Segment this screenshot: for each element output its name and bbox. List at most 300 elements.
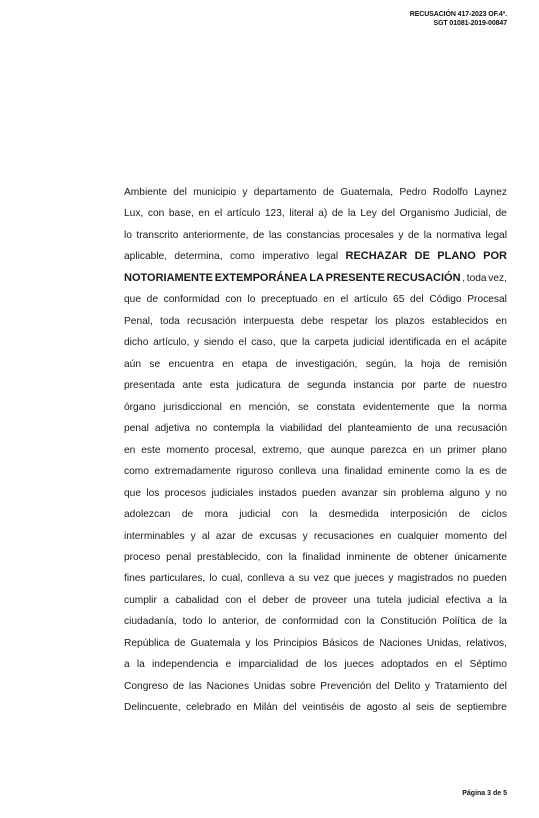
word: plazos <box>395 315 425 327</box>
word: jueces <box>354 573 385 585</box>
word: Unidas <box>253 680 286 692</box>
word: momento <box>444 530 488 542</box>
word: con <box>266 551 283 563</box>
word: de <box>417 423 429 435</box>
word: norma <box>477 401 507 413</box>
word: tutela <box>376 594 402 606</box>
word: Rodolfo <box>432 187 468 198</box>
word: la <box>309 509 318 521</box>
word: interpuesta <box>243 315 294 327</box>
word: parezca <box>370 444 407 456</box>
word: procesal, <box>214 444 257 456</box>
word: del <box>375 680 390 692</box>
word: Laynez <box>474 187 507 198</box>
text-line <box>124 397 507 418</box>
word: , <box>462 272 466 284</box>
word: que <box>124 487 141 499</box>
word: a) <box>318 208 328 220</box>
page-number: Página 3 de 5 <box>462 790 507 797</box>
word: vez <box>313 573 330 585</box>
word: y <box>245 637 251 649</box>
word: deber <box>262 594 289 606</box>
word: vez, <box>488 272 507 284</box>
word: municipio <box>193 187 237 198</box>
word: Naciones <box>379 637 422 649</box>
word: constancias <box>286 229 341 241</box>
bold-word: PLANO <box>437 250 476 263</box>
word: judicial <box>239 509 271 521</box>
word: es <box>479 466 490 478</box>
word: establecidos <box>431 315 489 327</box>
word: departamento <box>253 187 317 198</box>
word: el <box>248 594 256 606</box>
word: conlleva <box>278 466 317 478</box>
word: penal <box>166 551 192 563</box>
word: momento <box>166 444 209 456</box>
word: los <box>375 315 389 327</box>
text-line <box>124 375 507 396</box>
word: 65 <box>393 294 405 306</box>
word: del <box>381 208 396 220</box>
word: la <box>462 401 471 413</box>
word: procesales <box>344 229 394 241</box>
word: normativa <box>436 229 481 241</box>
word: artículo <box>353 294 388 306</box>
word: las <box>188 680 202 692</box>
word: Unidas, <box>426 637 462 649</box>
word: plano <box>482 444 507 456</box>
word: aplicable, <box>124 251 168 263</box>
word: artículo, <box>153 337 190 349</box>
word: jueces <box>344 659 374 671</box>
word: mención, <box>248 401 291 413</box>
word: del <box>493 530 507 542</box>
word: de <box>396 551 408 563</box>
word: agosto <box>366 702 398 714</box>
word: viabilidad <box>279 423 323 435</box>
bold-word: LA <box>309 271 324 284</box>
word: de <box>363 637 375 649</box>
word: Ley <box>360 208 377 220</box>
word: el <box>461 337 470 349</box>
bold-word: PRESENTE <box>325 271 385 284</box>
word: de <box>252 229 265 241</box>
word: celebrado <box>186 702 231 714</box>
bold-word: DE <box>414 250 430 263</box>
word: en <box>222 358 234 370</box>
word: identificada <box>389 337 441 349</box>
word: República <box>124 637 170 649</box>
word: cual, <box>221 573 244 585</box>
document-body <box>124 182 507 719</box>
word: a <box>163 594 169 606</box>
word: del <box>493 680 507 692</box>
word: particulares, <box>149 573 206 585</box>
text-line <box>124 440 507 461</box>
word: las <box>268 229 282 241</box>
word: pueden <box>472 573 507 585</box>
word: instancia <box>353 380 394 392</box>
word: interminables <box>124 530 185 542</box>
word: la <box>499 616 507 628</box>
word: en <box>198 208 210 220</box>
word: contempla <box>213 423 261 435</box>
word: avanzar <box>341 487 378 499</box>
word: con <box>225 594 242 606</box>
text-line <box>124 568 507 589</box>
word: los <box>146 487 160 499</box>
word: se <box>149 358 161 370</box>
word: se <box>297 401 309 413</box>
word: de <box>495 466 507 478</box>
word: problema <box>401 487 444 499</box>
word: según, <box>365 358 397 370</box>
word: lo <box>208 616 217 628</box>
word: la <box>465 466 474 478</box>
word: azar <box>215 530 236 542</box>
word: la <box>499 594 507 606</box>
word: la <box>404 358 413 370</box>
word: ciudadanía, <box>124 616 177 628</box>
word: esta <box>209 380 230 392</box>
text-line <box>124 354 507 375</box>
text-line <box>124 289 507 310</box>
word: caso, <box>251 337 276 349</box>
word: del <box>410 294 424 306</box>
word: la <box>136 659 145 671</box>
word: en <box>236 702 248 714</box>
word: el <box>454 659 463 671</box>
word: con <box>344 616 361 628</box>
word: el <box>214 208 223 220</box>
word: del <box>328 423 342 435</box>
word: de <box>275 358 288 370</box>
word: de <box>448 358 461 370</box>
word: de <box>288 380 300 392</box>
word: los <box>324 659 338 671</box>
word: desmedida <box>328 509 379 521</box>
word: proveer <box>312 594 347 606</box>
text-line <box>124 633 507 654</box>
word: planteamiento <box>347 423 412 435</box>
word: su <box>298 573 310 585</box>
word: en <box>323 294 335 306</box>
word: y <box>302 530 308 542</box>
word: constata <box>316 401 356 413</box>
text-line <box>124 547 507 568</box>
word: que <box>124 294 141 306</box>
word: Constitución <box>380 616 437 628</box>
word: Código <box>429 294 462 306</box>
word: de <box>241 530 254 542</box>
word: con <box>147 208 165 220</box>
word: y <box>398 229 404 241</box>
word: Delito <box>394 680 421 692</box>
word: la <box>347 208 356 220</box>
word: toda <box>160 315 180 327</box>
text-line <box>124 225 507 246</box>
word: extremadamente <box>154 466 231 478</box>
word: finalidad <box>302 551 341 563</box>
word: al <box>402 702 411 714</box>
word: adjetiva <box>154 423 190 435</box>
word: e <box>225 659 232 671</box>
word: recusaciones <box>313 530 374 542</box>
word: la <box>301 337 310 349</box>
word: de <box>458 509 471 521</box>
word: de <box>181 509 194 521</box>
word: Séptimo <box>469 659 507 671</box>
word: de <box>264 616 277 628</box>
word: como <box>435 466 461 478</box>
text-line <box>124 697 507 718</box>
word: Judicial, <box>454 208 491 220</box>
word: de <box>331 208 344 220</box>
word: que <box>307 444 325 456</box>
word: remisión <box>468 358 507 370</box>
word: independencia <box>152 659 219 671</box>
word: evidentemente <box>362 401 430 413</box>
word: en <box>495 315 507 327</box>
word: una <box>321 466 339 478</box>
word: Tratamiento <box>434 680 489 692</box>
word: los <box>255 637 269 649</box>
word: en <box>124 444 136 456</box>
word: Lux, <box>124 208 144 220</box>
word: y <box>485 487 491 499</box>
case-file-number: SGT 01081-2019-00847 <box>433 20 507 27</box>
word: como <box>124 466 149 478</box>
word: judicial <box>407 594 440 606</box>
word: este <box>141 444 161 456</box>
word: extremo, <box>262 444 302 456</box>
word: del <box>173 187 187 198</box>
word: riguroso <box>236 466 274 478</box>
word: Pedro <box>399 187 427 198</box>
word: en <box>435 659 448 671</box>
word: en <box>412 444 425 456</box>
word: Guatemala, <box>340 187 394 198</box>
word: con <box>225 294 242 306</box>
word: el <box>238 337 247 349</box>
word: una <box>353 594 371 606</box>
word: excusas <box>259 530 297 542</box>
word: de <box>439 702 451 714</box>
word: transcrito <box>136 229 179 241</box>
bold-word: EXTEMPORÁNEA <box>214 271 308 284</box>
word: alguno <box>449 487 480 499</box>
word: obtener <box>413 551 449 563</box>
word: literal <box>289 208 314 220</box>
word: por <box>401 380 416 392</box>
text-line <box>124 182 507 203</box>
word: Milán <box>253 702 278 714</box>
word: la <box>288 551 297 563</box>
word: 123, <box>264 208 285 220</box>
word: seis <box>415 702 435 714</box>
word: y <box>388 573 394 585</box>
word: únicamente <box>454 551 507 563</box>
word: fines <box>124 573 146 585</box>
word: Guatemala <box>190 637 241 649</box>
word: Prevención <box>320 680 372 692</box>
word: dicho <box>124 337 149 349</box>
word: que <box>333 573 351 585</box>
text-line <box>124 203 507 224</box>
word: del <box>283 702 297 714</box>
word: legal <box>485 229 507 241</box>
word: aún <box>124 358 141 370</box>
word: de <box>495 208 507 220</box>
word: a <box>486 594 493 606</box>
word: ante <box>182 380 203 392</box>
word: judicatura <box>236 380 281 392</box>
text-line <box>124 461 507 482</box>
word: en <box>229 401 241 413</box>
word: determina, <box>174 251 223 263</box>
word: y <box>194 337 200 349</box>
text-line <box>124 311 507 332</box>
word: adoptados <box>381 659 429 671</box>
word: base, <box>168 208 194 220</box>
word: septiembre <box>456 702 507 714</box>
word: segunda <box>306 380 347 392</box>
word: que <box>280 337 298 349</box>
word: adolezcan <box>124 509 171 521</box>
word: Principios <box>273 637 318 649</box>
word: hoja <box>421 358 441 370</box>
word: primer <box>447 444 477 456</box>
word: de <box>322 187 335 198</box>
text-line <box>124 483 507 504</box>
word: conlleva <box>247 573 285 585</box>
word: Política <box>442 616 476 628</box>
word: no <box>457 573 469 585</box>
word: con <box>281 509 299 521</box>
word: Organismo <box>399 208 450 220</box>
word: respetar <box>330 315 368 327</box>
word: judicial <box>353 337 385 349</box>
word: sobre <box>290 680 316 692</box>
text-line <box>124 654 507 675</box>
word: de <box>146 294 158 306</box>
text-line <box>124 590 507 611</box>
word: de <box>294 594 307 606</box>
word: procesos <box>164 487 207 499</box>
word: toda <box>466 272 487 284</box>
word: Delincuente, <box>124 702 181 714</box>
word: relativos, <box>466 637 507 649</box>
word: recusación <box>457 423 507 435</box>
word: Penal, <box>124 315 153 327</box>
word: finalidad <box>344 466 383 478</box>
word: Básicos <box>322 637 359 649</box>
word: lo <box>247 294 256 306</box>
word: aunque <box>330 444 365 456</box>
word: debe <box>300 315 324 327</box>
word: carpeta <box>314 337 349 349</box>
word: recusación <box>186 315 237 327</box>
word: magistrados <box>397 573 454 585</box>
word: encuentra <box>168 358 214 370</box>
text-line <box>124 504 507 525</box>
text-line <box>124 611 507 632</box>
word: un <box>429 444 442 456</box>
word: instados <box>258 487 297 499</box>
word: de <box>454 380 466 392</box>
word: conformidad <box>163 294 220 306</box>
text-line <box>124 332 507 353</box>
word: anterior, <box>222 616 260 628</box>
word: de <box>172 680 185 692</box>
word: de <box>481 616 494 628</box>
word: todo <box>182 616 203 628</box>
case-reference-number: RECUSACIÓN 417-2023 OF.4ª. <box>409 11 507 18</box>
word: efectiva <box>445 594 481 606</box>
word: imperativo <box>262 251 310 263</box>
bold-word: POR <box>483 250 507 263</box>
word: Procesal <box>467 294 507 306</box>
word: sin <box>383 487 397 499</box>
word: nuestro <box>472 380 507 392</box>
word: Ambiente <box>124 187 168 198</box>
word: jurisdiccional <box>163 401 222 413</box>
text-line <box>124 526 507 547</box>
case-reference-header <box>410 10 507 28</box>
word: el <box>340 294 349 306</box>
word: de <box>174 637 186 649</box>
word: la <box>423 229 432 241</box>
word: a <box>124 659 130 671</box>
word: que <box>437 401 455 413</box>
word: de <box>305 659 317 671</box>
bold-word: NOTORIAMENTE <box>124 271 214 284</box>
word: la <box>366 616 375 628</box>
word: como <box>229 251 255 263</box>
word: órgano <box>124 401 156 413</box>
word: prestablecido, <box>197 551 261 563</box>
word: y <box>242 187 248 198</box>
bold-word: RECHAZAR <box>345 250 408 263</box>
bold-word: RECUSACIÓN <box>386 271 461 284</box>
word: lo <box>209 573 218 585</box>
word: al <box>201 530 210 542</box>
word: presentada <box>124 380 175 392</box>
word: legal <box>316 251 339 263</box>
word: cabalidad <box>175 594 219 606</box>
word: Congreso <box>124 680 169 692</box>
word: no <box>495 487 507 499</box>
text-line <box>124 418 507 439</box>
word: no <box>195 423 208 435</box>
word: cumplir <box>124 594 157 606</box>
word: veintiséis <box>302 702 345 714</box>
word: pueden <box>302 487 337 499</box>
word: Naciones <box>206 680 250 692</box>
word: conformidad <box>282 616 339 628</box>
word: en <box>445 337 457 349</box>
word: preceptuado <box>261 294 318 306</box>
word: de <box>349 702 361 714</box>
word: eminente <box>387 466 430 478</box>
word: inminente <box>346 551 391 563</box>
word: lo <box>124 229 132 241</box>
word: ciclos <box>481 509 507 521</box>
word: proceso <box>124 551 161 563</box>
text-line <box>124 268 507 289</box>
word: mora <box>204 509 228 521</box>
word: judiciales <box>211 487 254 499</box>
